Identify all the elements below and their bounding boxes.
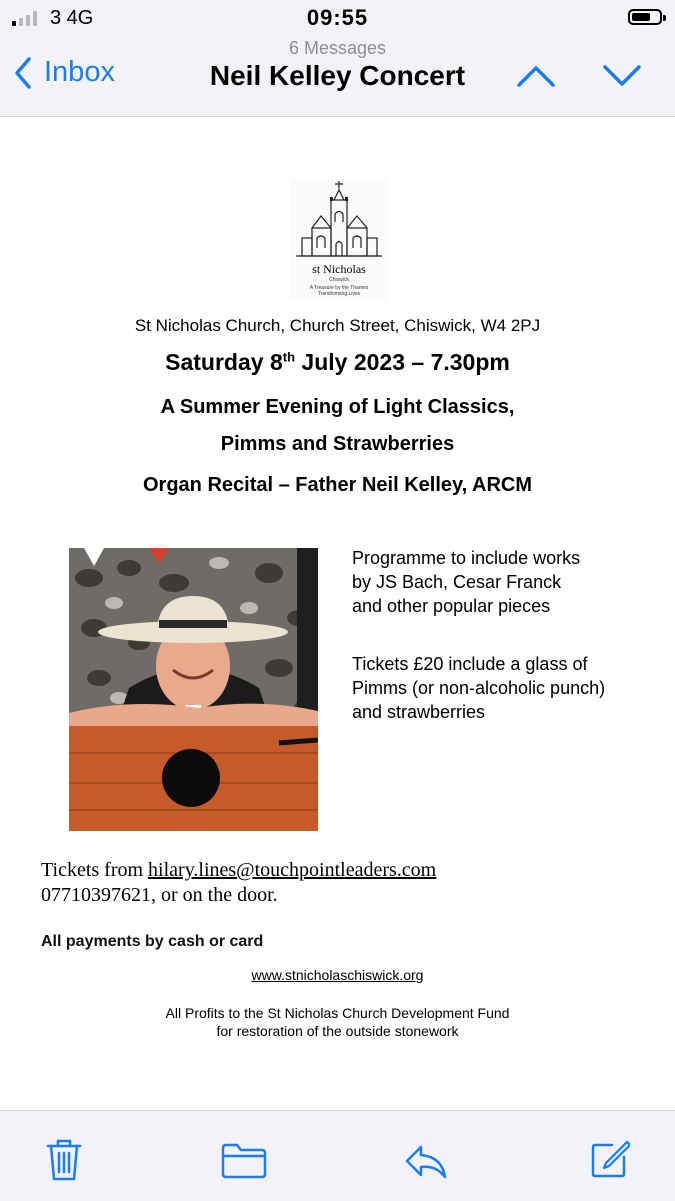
compose-icon xyxy=(590,1139,630,1179)
chevron-down-icon xyxy=(602,64,642,88)
event-date-prefix: Saturday 8 xyxy=(165,349,283,375)
tickets-email-link[interactable]: hilary.lines@touchpointleaders.com xyxy=(148,859,437,881)
ticket-info-line: and strawberries xyxy=(352,702,486,722)
tickets-contact xyxy=(41,857,436,884)
folder-icon xyxy=(220,1143,268,1179)
tickets-from-label: Tickets from xyxy=(41,859,149,881)
event-subtitle-1: A Summer Evening of Light Classics, xyxy=(160,396,515,418)
previous-message-button[interactable] xyxy=(516,64,556,93)
performer-photo xyxy=(69,548,318,831)
programme-description xyxy=(352,546,652,618)
battery-icon xyxy=(628,9,662,25)
event-date-suffix: July 2023 – 7.30pm xyxy=(295,349,510,375)
email-subject-title: Neil Kelley Concert xyxy=(209,60,466,91)
programme-line: Programme to include works xyxy=(352,548,581,568)
delete-button[interactable] xyxy=(46,1138,82,1187)
navigation-bar xyxy=(0,38,675,117)
logo-tagline-line: Transforming Lives xyxy=(317,291,361,297)
logo-tagline-line: A Treasure by the Thames xyxy=(309,285,369,291)
venue-address: St Nicholas Church, Church Street, Chiswick, W4 2PJ xyxy=(134,316,541,335)
ticket-price-info xyxy=(352,652,652,724)
profits-note-line: All Profits to the St Nicholas Church Development Fund xyxy=(165,1005,510,1021)
logo-tagline xyxy=(290,285,388,297)
chevron-up-icon xyxy=(516,64,556,88)
recital-title: Organ Recital – Father Neil Kelley, ARCM xyxy=(143,474,532,496)
programme-line: by JS Bach, Cesar Franck xyxy=(352,572,562,592)
logo-name: st Nicholas xyxy=(312,262,366,276)
ticket-info-line: Tickets £20 include a glass of xyxy=(352,654,588,674)
tickets-phone-line: 07710397621, or on the door. xyxy=(41,884,278,906)
carrier-label: 3 4G xyxy=(50,7,94,29)
event-date xyxy=(0,349,675,376)
message-count: 6 Messages xyxy=(288,38,387,58)
event-subtitle-2: Pimms and Strawberries xyxy=(220,433,455,455)
event-date-suffix-sup: th xyxy=(282,349,296,365)
logo-subtitle: Chiswick xyxy=(329,277,349,283)
move-to-folder-button[interactable] xyxy=(220,1143,268,1184)
status-time: 09:55 xyxy=(306,5,369,30)
trash-icon xyxy=(46,1138,82,1182)
reply-icon xyxy=(404,1143,448,1181)
reply-button[interactable] xyxy=(404,1143,448,1186)
payments-note: All payments by cash or card xyxy=(41,933,264,950)
ticket-info-line: Pimms (or non-alcoholic punch) xyxy=(352,678,606,698)
next-message-button[interactable] xyxy=(602,64,642,93)
profits-note-line: for restoration of the outside stonework xyxy=(216,1023,459,1039)
website-link[interactable]: www.stnicholaschiswick.org xyxy=(251,967,424,983)
programme-line: and other popular pieces xyxy=(352,596,551,616)
bottom-toolbar xyxy=(0,1110,675,1201)
back-label: Inbox xyxy=(44,56,115,88)
compose-button[interactable] xyxy=(590,1139,630,1184)
status-bar xyxy=(0,0,675,38)
